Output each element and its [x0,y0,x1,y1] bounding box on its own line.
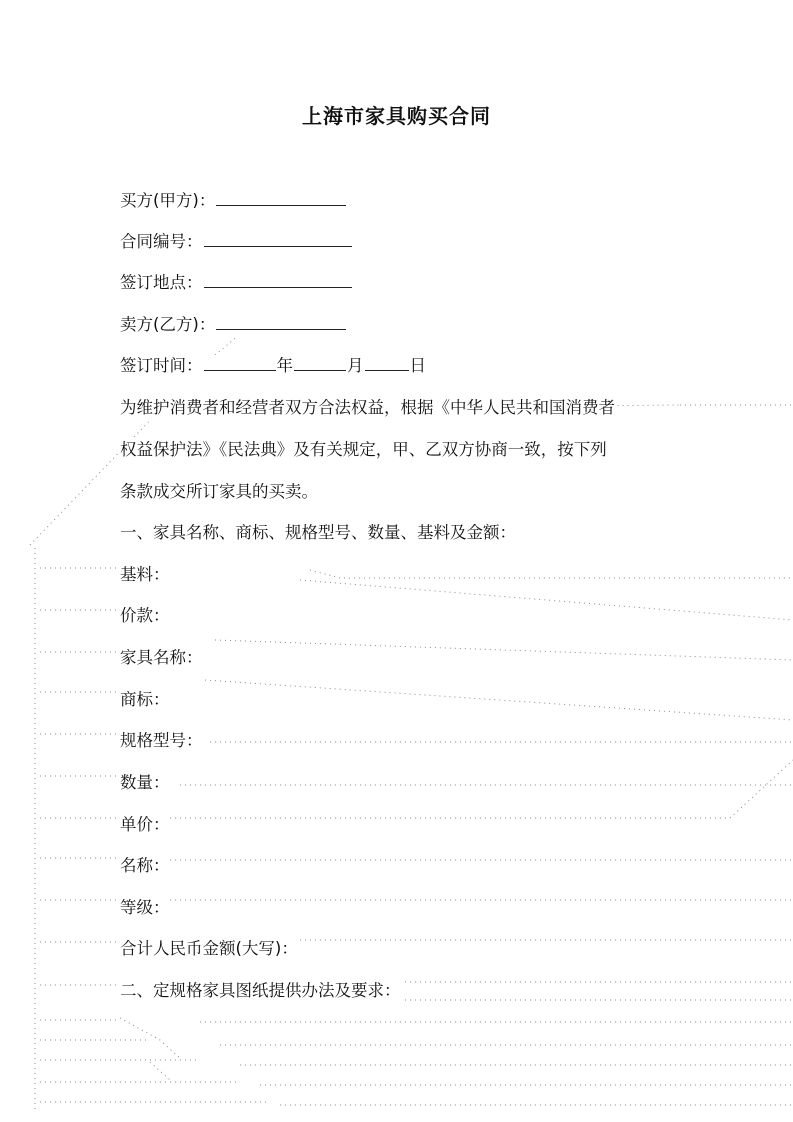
seller-line [120,314,350,336]
item-name: 名称： [120,856,170,875]
buyer-line [120,190,350,212]
section-1-heading: 一、家具名称、商标、规格型号、数量、基料及金额： [120,523,516,542]
sign-time-line [120,355,429,377]
item-quantity: 数量： [120,773,170,792]
buyer-blank[interactable] [216,190,346,206]
item-model-spec: 规格型号： [120,731,203,750]
item-trademark: 商标： [120,690,170,709]
sign-place-label: 签订地点： [120,273,203,292]
year-blank[interactable] [204,355,276,371]
item-total-amount: 合计人民币金额(大写)： [120,939,298,958]
day-label: 日 [409,356,426,375]
seller-label: 卖方(乙方)： [120,315,216,334]
intro-line-1: 为维护消费者和经营者双方合法权益，根据《中华人民共和国消费者 [120,398,615,417]
month-label: 月 [347,356,364,375]
sign-place-blank[interactable] [204,272,352,288]
item-price: 价款： [120,606,170,625]
contract-no-blank[interactable] [204,231,352,247]
sign-place-line [120,272,356,294]
contract-no-label: 合同编号： [120,232,203,251]
item-base-material: 基料： [120,565,170,584]
seller-blank[interactable] [216,314,346,330]
day-blank[interactable] [365,355,409,371]
contract-title: 上海市家具购买合同 [302,104,491,128]
intro-line-2: 权益保护法》《民法典》及有关规定，甲、乙双方协商一致，按下列 [120,440,607,459]
section-2-heading: 二、定规格家具图纸提供办法及要求： [120,981,401,1000]
intro-line-3: 条款成交所订家具的买卖。 [120,482,318,501]
item-grade: 等级： [120,898,170,917]
item-furniture-name: 家具名称： [120,648,203,667]
buyer-label: 买方(甲方)： [120,191,216,210]
contract-no-line [120,231,356,253]
year-label: 年 [276,356,293,375]
item-unit-price: 单价： [120,815,170,834]
month-blank[interactable] [294,355,346,371]
sign-time-label: 签订时间： [120,356,203,375]
